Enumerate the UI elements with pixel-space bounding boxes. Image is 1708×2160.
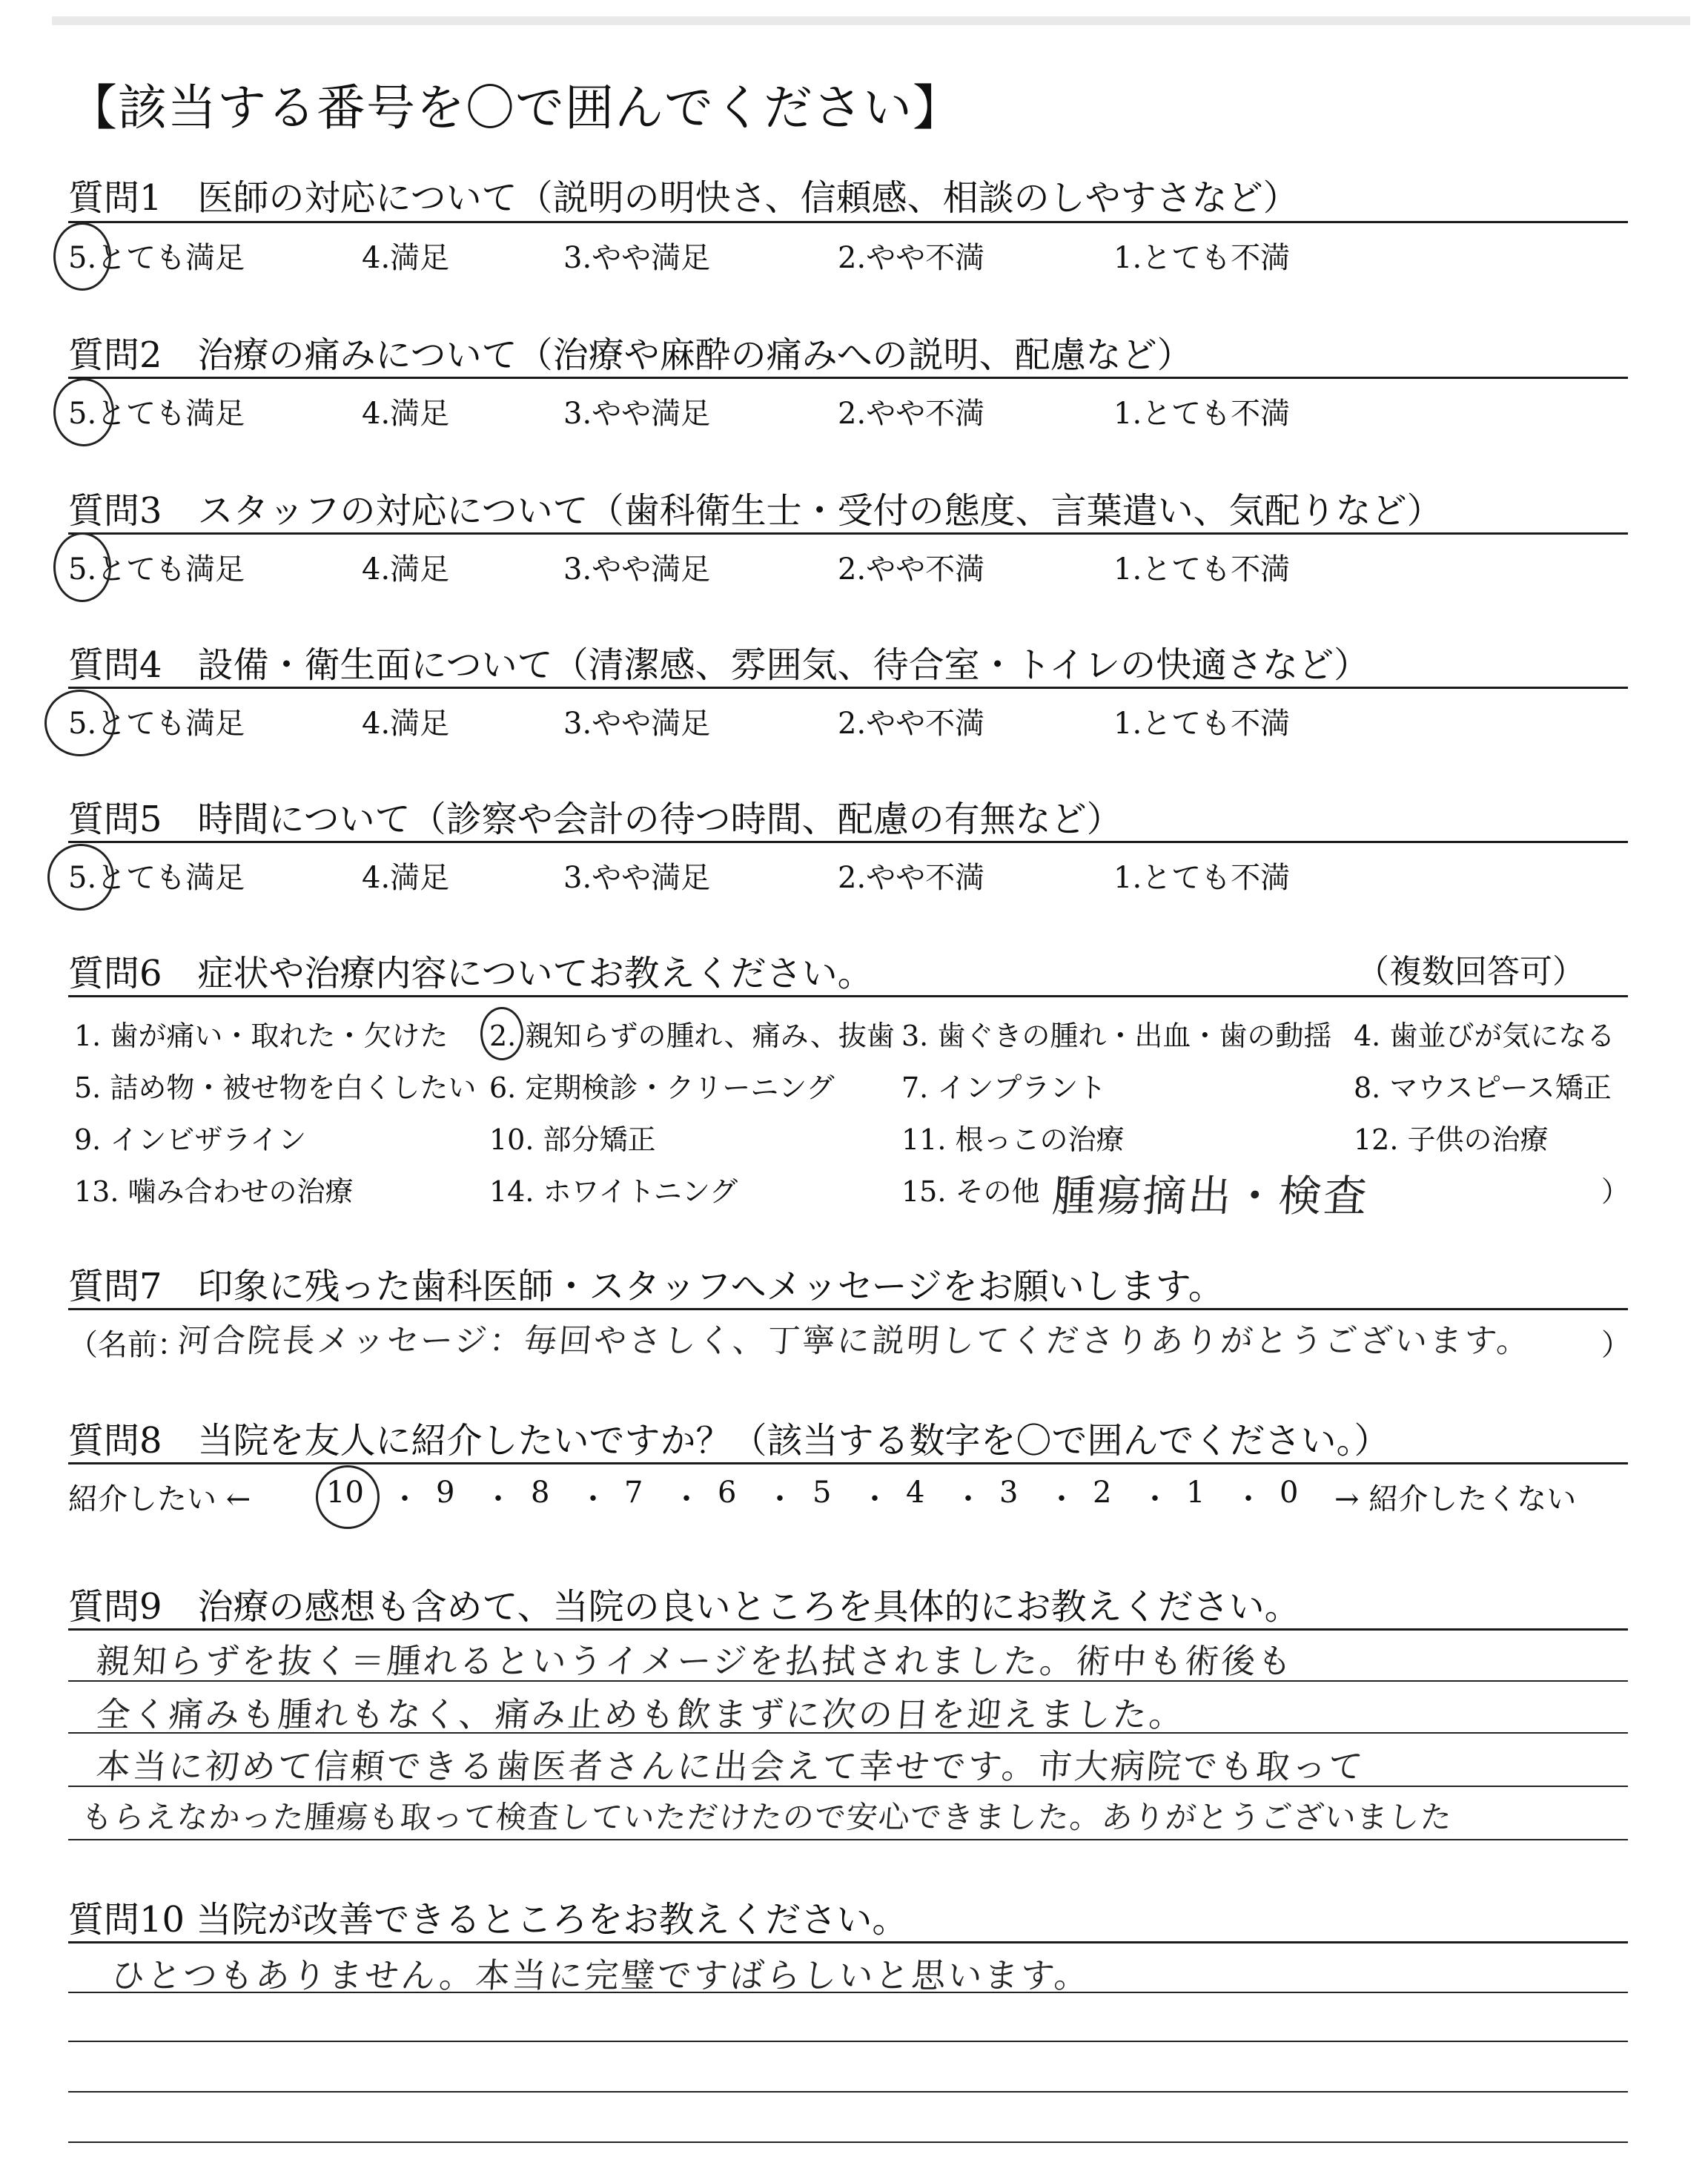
q9-answer-line-4[interactable]: もらえなかった腫瘍も取って検査していただけたので安心できました。ありがとうございました: [80, 1799, 1454, 1835]
q6-item-7[interactable]: 7. インプラント: [901, 1071, 1107, 1104]
q8-scale-10[interactable]: 10: [326, 1476, 364, 1510]
q6-item-13[interactable]: 13. 噛み合わせの治療: [74, 1175, 354, 1208]
q8-left-label: 紹介したい ←: [68, 1482, 251, 1516]
question-9-rule: [68, 1628, 1628, 1631]
q1-option-1[interactable]: 1.とても不満: [1113, 241, 1291, 275]
q1-selection-circle: [53, 222, 111, 291]
question-5-rule: [68, 841, 1628, 843]
question-6-note: （複数回答可）: [1357, 953, 1585, 991]
q6-item-8[interactable]: 8. マウスピース矯正: [1354, 1071, 1612, 1104]
question-6-rule: [68, 995, 1628, 997]
q5-option-1[interactable]: 1.とても不満: [1113, 861, 1291, 895]
q5-option-4[interactable]: 4.満足: [362, 861, 450, 895]
q6-item-14[interactable]: 14. ホワイトニング: [489, 1175, 738, 1208]
q6-item-3[interactable]: 3. 歯ぐきの腫れ・出血・歯の動揺: [901, 1020, 1332, 1052]
question-5-title: 質問5 時間について（診察や会計の待つ時間、配慮の有無など）: [68, 799, 1122, 840]
q9-answer-line-3[interactable]: 本当に初めて信頼できる歯医者さんに出会えて幸せです。市大病院でも取って: [94, 1746, 1367, 1786]
question-2-title: 質問2 治療の痛みについて（治療や麻酔の痛みへの説明、配慮など）: [68, 334, 1193, 376]
question-8-title: 質問8 当院を友人に紹介したいですか？（該当する数字を〇で囲んでください。）: [68, 1420, 1390, 1462]
q6-other-handwritten[interactable]: 腫瘍摘出・検査: [1050, 1171, 1371, 1221]
q8-scale-5[interactable]: 5: [812, 1476, 832, 1510]
q8-scale-dot: ・: [390, 1482, 420, 1516]
q1-option-2[interactable]: 2.やや不満: [838, 241, 985, 275]
question-4-rule: [68, 687, 1628, 689]
q2-selection-circle: [53, 378, 114, 446]
q4-option-2[interactable]: 2.やや不満: [838, 707, 985, 741]
q2-option-1[interactable]: 1.とても不満: [1113, 397, 1291, 431]
question-10-title: 質問10 当院が改善できるところをお教えください。: [68, 1899, 908, 1941]
question-1-title: 質問1 医師の対応について（説明の明快さ、信頼感、相談のしやすさなど）: [68, 177, 1299, 219]
question-6-title: 質問6 症状や治療内容についてお教えください。: [68, 953, 873, 994]
q1-option-5[interactable]: 5.とても満足: [68, 241, 245, 275]
q6-item-15[interactable]: 15. その他（: [901, 1175, 1068, 1208]
question-1-rule: [68, 221, 1628, 223]
question-2-rule: [68, 377, 1628, 379]
q1-option-3[interactable]: 3.やや満足: [563, 241, 711, 275]
q8-selection-circle: [316, 1465, 380, 1529]
q8-scale-2[interactable]: 2: [1093, 1476, 1112, 1510]
q6-selection-circle: [480, 1007, 523, 1060]
q8-scale-1[interactable]: 1: [1186, 1476, 1205, 1510]
q10-line-3: [68, 2091, 1628, 2093]
q2-option-3[interactable]: 3.やや満足: [563, 397, 711, 431]
q4-selection-circle: [44, 690, 116, 756]
q6-item-1[interactable]: 1. 歯が痛い・取れた・欠けた: [74, 1020, 448, 1052]
q3-option-1[interactable]: 1.とても不満: [1113, 552, 1291, 587]
q6-item-9[interactable]: 9. インビザライン: [74, 1123, 307, 1156]
q8-scale-dot: ・: [1047, 1482, 1076, 1516]
q8-scale-dot: ・: [953, 1482, 983, 1516]
q9-answer-line-1[interactable]: 親知らずを抜く＝腫れるというイメージを払拭されました。術中も術後も: [94, 1641, 1296, 1681]
q8-scale-dot: ・: [860, 1482, 890, 1516]
q3-selection-circle: [53, 532, 111, 602]
q4-option-3[interactable]: 3.やや満足: [563, 707, 711, 741]
q3-option-3[interactable]: 3.やや満足: [563, 552, 711, 587]
q6-other-close: ）: [1601, 1175, 1630, 1208]
q7-handwritten-message[interactable]: 河合院長メッセージ：毎回やさしく、丁寧に説明してくださりありがとうございます。: [176, 1322, 1533, 1360]
q5-option-5[interactable]: 5.とても満足: [68, 861, 245, 895]
question-3-rule: [68, 532, 1628, 535]
q4-option-4[interactable]: 4.満足: [362, 707, 450, 741]
q8-scale-9[interactable]: 9: [436, 1476, 455, 1510]
form-header: 【該当する番号を〇で囲んでください】: [68, 79, 962, 136]
q10-answer-line-1[interactable]: ひとつもありません。本当に完璧ですばらしいと思います。: [109, 1955, 1092, 1995]
q10-line-4: [68, 2141, 1628, 2143]
q8-scale-7[interactable]: 7: [624, 1476, 643, 1510]
q5-option-3[interactable]: 3.やや満足: [563, 861, 711, 895]
q8-scale-0[interactable]: 0: [1280, 1476, 1299, 1510]
q8-scale-dot: ・: [765, 1482, 795, 1516]
q4-option-5[interactable]: 5.とても満足: [68, 707, 245, 741]
q8-scale-dot: ・: [1140, 1482, 1170, 1516]
scan-edge: [52, 16, 1690, 25]
question-7-title: 質問7 印象に残った歯科医師・スタッフへメッセージをお願いします。: [68, 1266, 1224, 1307]
question-4-title: 質問4 設備・衛生面について（清潔感、雰囲気、待合室・トイレの快適さなど）: [68, 644, 1370, 686]
q8-scale-8[interactable]: 8: [531, 1476, 550, 1510]
q3-option-2[interactable]: 2.やや不満: [838, 552, 985, 587]
q8-scale-dot: ・: [672, 1482, 701, 1516]
q6-item-4[interactable]: 4. 歯並びが気になる: [1354, 1020, 1615, 1052]
q2-option-4[interactable]: 4.満足: [362, 397, 450, 431]
q9-line-4: [68, 1839, 1628, 1840]
q8-scale-dot: ・: [1234, 1482, 1263, 1516]
q7-close: ）: [1601, 1328, 1631, 1362]
q4-option-1[interactable]: 1.とても不満: [1113, 707, 1291, 741]
q2-option-2[interactable]: 2.やや不満: [838, 397, 985, 431]
q10-line-2: [68, 2041, 1628, 2042]
question-9-title: 質問9 治療の感想も含めて、当院の良いところを具体的にお教えください。: [68, 1586, 1300, 1628]
q5-option-2[interactable]: 2.やや不満: [838, 861, 985, 895]
question-3-title: 質問3 スタッフの対応について（歯科衛生士・受付の態度、言葉遣い、気配りなど）: [68, 490, 1443, 532]
q2-option-5[interactable]: 5.とても満足: [68, 397, 245, 431]
q6-item-5[interactable]: 5. 詰め物・被せ物を白くしたい: [74, 1071, 477, 1104]
q6-item-11[interactable]: 11. 根っこの治療: [901, 1123, 1125, 1156]
q8-scale-dot: ・: [483, 1482, 513, 1516]
q1-option-4[interactable]: 4.満足: [362, 241, 450, 275]
q3-option-4[interactable]: 4.満足: [362, 552, 450, 587]
question-8-rule: [68, 1462, 1628, 1464]
q5-selection-circle: [47, 844, 114, 911]
q6-item-12[interactable]: 12. 子供の治療: [1354, 1123, 1549, 1156]
q7-name-prefix: （名前：: [68, 1328, 187, 1362]
q8-scale-4[interactable]: 4: [906, 1476, 925, 1510]
q6-item-6[interactable]: 6. 定期検診・クリーニング: [489, 1071, 835, 1104]
question-10-rule: [68, 1941, 1628, 1943]
q8-scale-6[interactable]: 6: [718, 1476, 737, 1510]
q8-scale-3[interactable]: 3: [999, 1476, 1019, 1510]
q6-item-10[interactable]: 10. 部分矯正: [489, 1123, 656, 1156]
question-7-rule: [68, 1308, 1628, 1310]
q3-option-5[interactable]: 5.とても満足: [68, 552, 245, 587]
q8-scale-dot: ・: [578, 1482, 608, 1516]
q8-right-label: → 紹介したくない: [1334, 1482, 1577, 1516]
q6-item-2[interactable]: 2. 親知らずの腫れ、痛み、抜歯: [489, 1020, 895, 1052]
q9-answer-line-2[interactable]: 全く痛みも腫れもなく、痛み止めも飲まずに次の日を迎えました。: [94, 1694, 1187, 1734]
